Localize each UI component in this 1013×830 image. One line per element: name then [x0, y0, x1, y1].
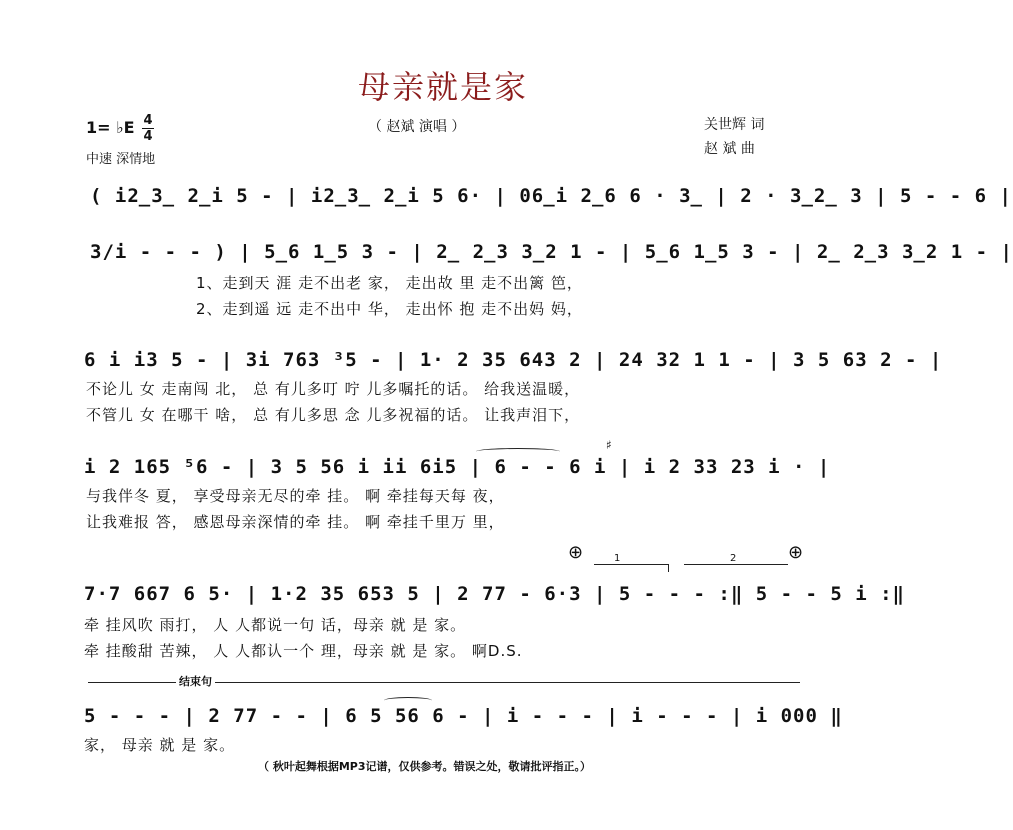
- notation-row-2: 3/i - - - ) | 5̲6 1̲5 3 - | 2̲ 2̲3 3̲2 1 - | 5̲6 1̲5 3 - | 2̲ 2̲3 3̲2 1 - |: [90, 241, 1013, 263]
- key-signature: 1= ♭E: [86, 118, 135, 137]
- lyric-row-4-verse-2: 让我难报 答， 感恩母亲深情的牵 挂。 啊 牵挂千里万 里，: [86, 513, 505, 531]
- notation-row-1: ( i2̲3̲ 2̲i 5 - | i2̲3̲ 2̲i 5 6· | 06̲i 2̲6 6 · 3̲ | 2 · 3̲2̲ 3 | 5 - - 6 |: [90, 185, 1012, 207]
- singer-credit: （ 赵斌 演唱 ）: [368, 119, 466, 135]
- lyric-row-5-verse-1: 牵 挂风吹 雨打， 人 人都说一句 话，母亲 就 是 家。: [84, 616, 467, 634]
- lyric-row-4-verse-1: 与我伴冬 夏， 享受母亲无尽的牵 挂。 啊 牵挂每天每 夜，: [86, 487, 505, 505]
- volta-label-2: 2: [730, 553, 737, 564]
- notation-row-4: i 2 165 ⁵6 - | 3 5 56 i ii 6i5 | 6 - - 6 i | i 2 33 23 i · |: [84, 456, 831, 478]
- notation-row-6: 5 - - - | 2 77 - - | 6 5 56 6 - | i - - - | i - - - | i 000 ‖: [84, 705, 843, 727]
- tempo-marking: 中速 深情地: [86, 152, 156, 167]
- lyric-row-5-verse-2: 牵 挂酸甜 苦辣， 人 人都认一个 理，母亲 就 是 家。 啊D.S.: [84, 642, 523, 660]
- volta-bracket-2: [684, 564, 788, 565]
- sharp-sign-icon: ♯: [606, 438, 612, 452]
- lyric-row-2-verse-1: 1、走到天 涯 走不出老 家， 走出故 里 走不出篱 笆，: [196, 274, 583, 292]
- time-signature: [142, 113, 154, 144]
- lyric-row-6: 家， 母亲 就 是 家。: [84, 736, 236, 754]
- notation-row-3: 6 i i3 5 - | 3i 763 ³5 - | 1· 2 35 643 2 | 24 32 1 1 - | 3 5 63 2 - |: [84, 349, 943, 371]
- coda-sign-icon-end: ⊕: [788, 542, 804, 563]
- notation-row-5: 7·7 667 6 5· | 1·2 35 653 5 | 2 77 - 6·3 | 5 - - - :‖ 5 - - 5 i :‖: [84, 583, 905, 605]
- lyricist-credit: 关世辉 词: [704, 117, 765, 133]
- ending-label: 结束句: [176, 673, 215, 689]
- lyric-row-3-verse-2: 不管儿 女 在哪干 啥， 总 有儿多思 念 儿多祝福的话。 让我声泪下，: [86, 406, 581, 424]
- transcription-footnote: （ 秋叶起舞根据MP3记谱，仅供参考。错误之处，敬请批评指正。）: [258, 760, 591, 773]
- coda-sign-icon: ⊕: [568, 542, 584, 563]
- tie-arc: [476, 448, 560, 455]
- volta-bracket-1-end: [668, 564, 669, 572]
- time-signature-numerator: 4: [143, 113, 153, 128]
- song-title: 母亲就是家: [357, 68, 528, 106]
- lyric-row-3-verse-1: 不论儿 女 走南闯 北， 总 有儿多叮 咛 儿多嘱托的话。 给我送温暖，: [86, 380, 581, 398]
- volta-bracket-1: [594, 564, 668, 565]
- slur-arc: [384, 697, 432, 704]
- composer-credit: 赵 斌 曲: [704, 141, 755, 157]
- lyric-row-2-verse-2: 2、走到遥 远 走不出中 华， 走出怀 抱 走不出妈 妈，: [196, 300, 583, 318]
- volta-label-1: 1: [614, 553, 621, 564]
- time-signature-denominator: 4: [143, 129, 153, 144]
